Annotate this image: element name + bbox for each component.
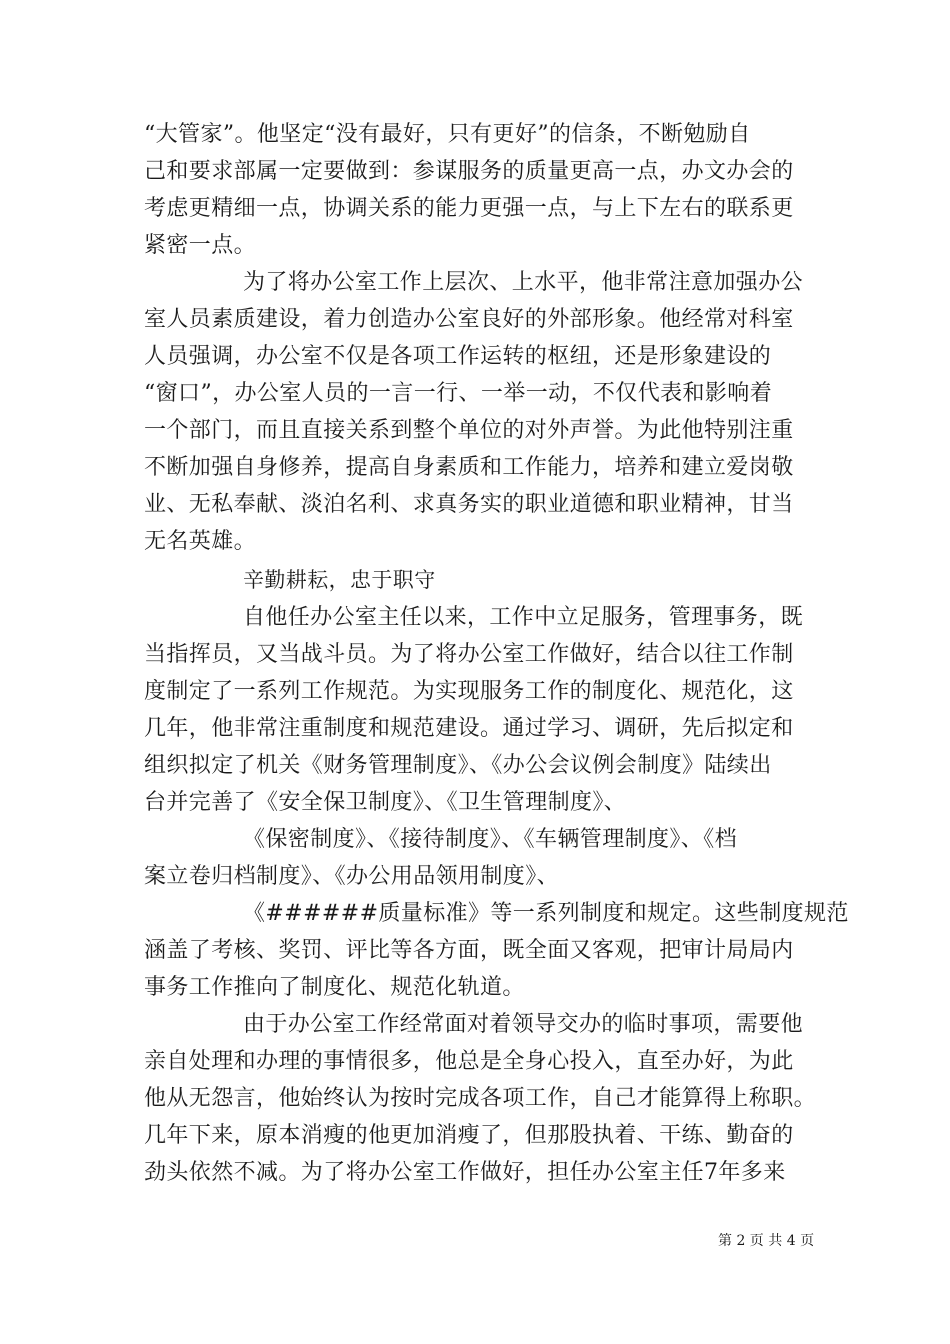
text-line: “大管家”。他坚定“没有最好，只有更好”的信条，不断勉励自: [144, 122, 751, 147]
text-line: 己和要求部属一定要做到：参谋服务的质量更高一点，办文办会的: [144, 159, 794, 184]
paragraph-first-line: 《######质量标准》等一系列制度和规定。这些制度规范: [243, 901, 849, 926]
text-line: 台并完善了《安全保卫制度》、《卫生管理制度》、: [144, 790, 627, 815]
text-line: 人员强调，办公室不仅是各项工作运转的枢纽，还是形象建设的: [144, 344, 772, 369]
text-line: 当指挥员，又当战斗员。为了将办公室工作做好，结合以往工作制: [144, 642, 794, 667]
paragraph-first-line: 由于办公室工作经常面对着领导交办的临时事项，需要他: [243, 1012, 804, 1037]
page-number: 第 2 页 共 4 页: [718, 1233, 815, 1249]
text-line: 组织拟定了机关《财务管理制度》、《办公会议例会制度》陆续出: [144, 753, 772, 778]
text-line: 几年下来，原本消瘦的他更加消瘦了，但那股执着、干练、勤奋的: [144, 1123, 794, 1148]
paragraph-first-line: 《保密制度》、《接待制度》、《车辆管理制度》、《档: [243, 827, 738, 852]
paragraph-first-line: 自他任办公室主任以来，工作中立足服务，管理事务，既: [243, 605, 804, 630]
text-line: 事务工作推向了制度化、规范化轨道。: [144, 975, 525, 1000]
text-line: 涵盖了考核、奖罚、评比等各方面，既全面又客观，把审计局局内: [144, 938, 794, 963]
paragraph-first-line: 为了将办公室工作上层次、上水平，他非常注意加强办公: [243, 270, 804, 295]
text-line: 他从无怨言，他始终认为按时完成各项工作，自己才能算得上称职。: [144, 1086, 817, 1111]
text-line: 室人员素质建设，着力创造办公室良好的外部形象。他经常对科室: [144, 307, 794, 332]
text-line: 不断加强自身修养，提高自身素质和工作能力，培养和建立爱岗敬: [144, 455, 794, 480]
text-line: 几年，他非常注重制度和规范建设。通过学习、调研，先后拟定和: [144, 716, 794, 741]
text-line: 度制定了一系列工作规范。为实现服务工作的制度化、规范化，这: [144, 679, 794, 704]
text-line: 一个部门，而且直接关系到整个单位的对外声誉。为此他特别注重: [144, 418, 794, 443]
section-heading: 辛勤耕耘，忠于职守: [243, 568, 436, 592]
text-line: 紧密一点。: [144, 233, 257, 258]
text-line: 考虑更精细一点，协调关系的能力更强一点，与上下左右的联系更: [144, 196, 794, 221]
text-line: 案立卷归档制度》、《办公用品领用制度》、: [144, 864, 560, 889]
text-line: “窗口”，办公室人员的一言一行、一举一动，不仅代表和影响着: [144, 381, 773, 406]
text-line: 无名英雄。: [144, 529, 257, 554]
text-line: 劲头依然不减。为了将办公室工作做好，担任办公室主任7年多来: [144, 1160, 786, 1185]
text-line: 业、无私奉献、淡泊名利、求真务实的职业道德和职业精神，甘当: [144, 492, 794, 517]
text-line: 亲自处理和办理的事情很多，他总是全身心投入，直至办好，为此: [144, 1049, 794, 1074]
